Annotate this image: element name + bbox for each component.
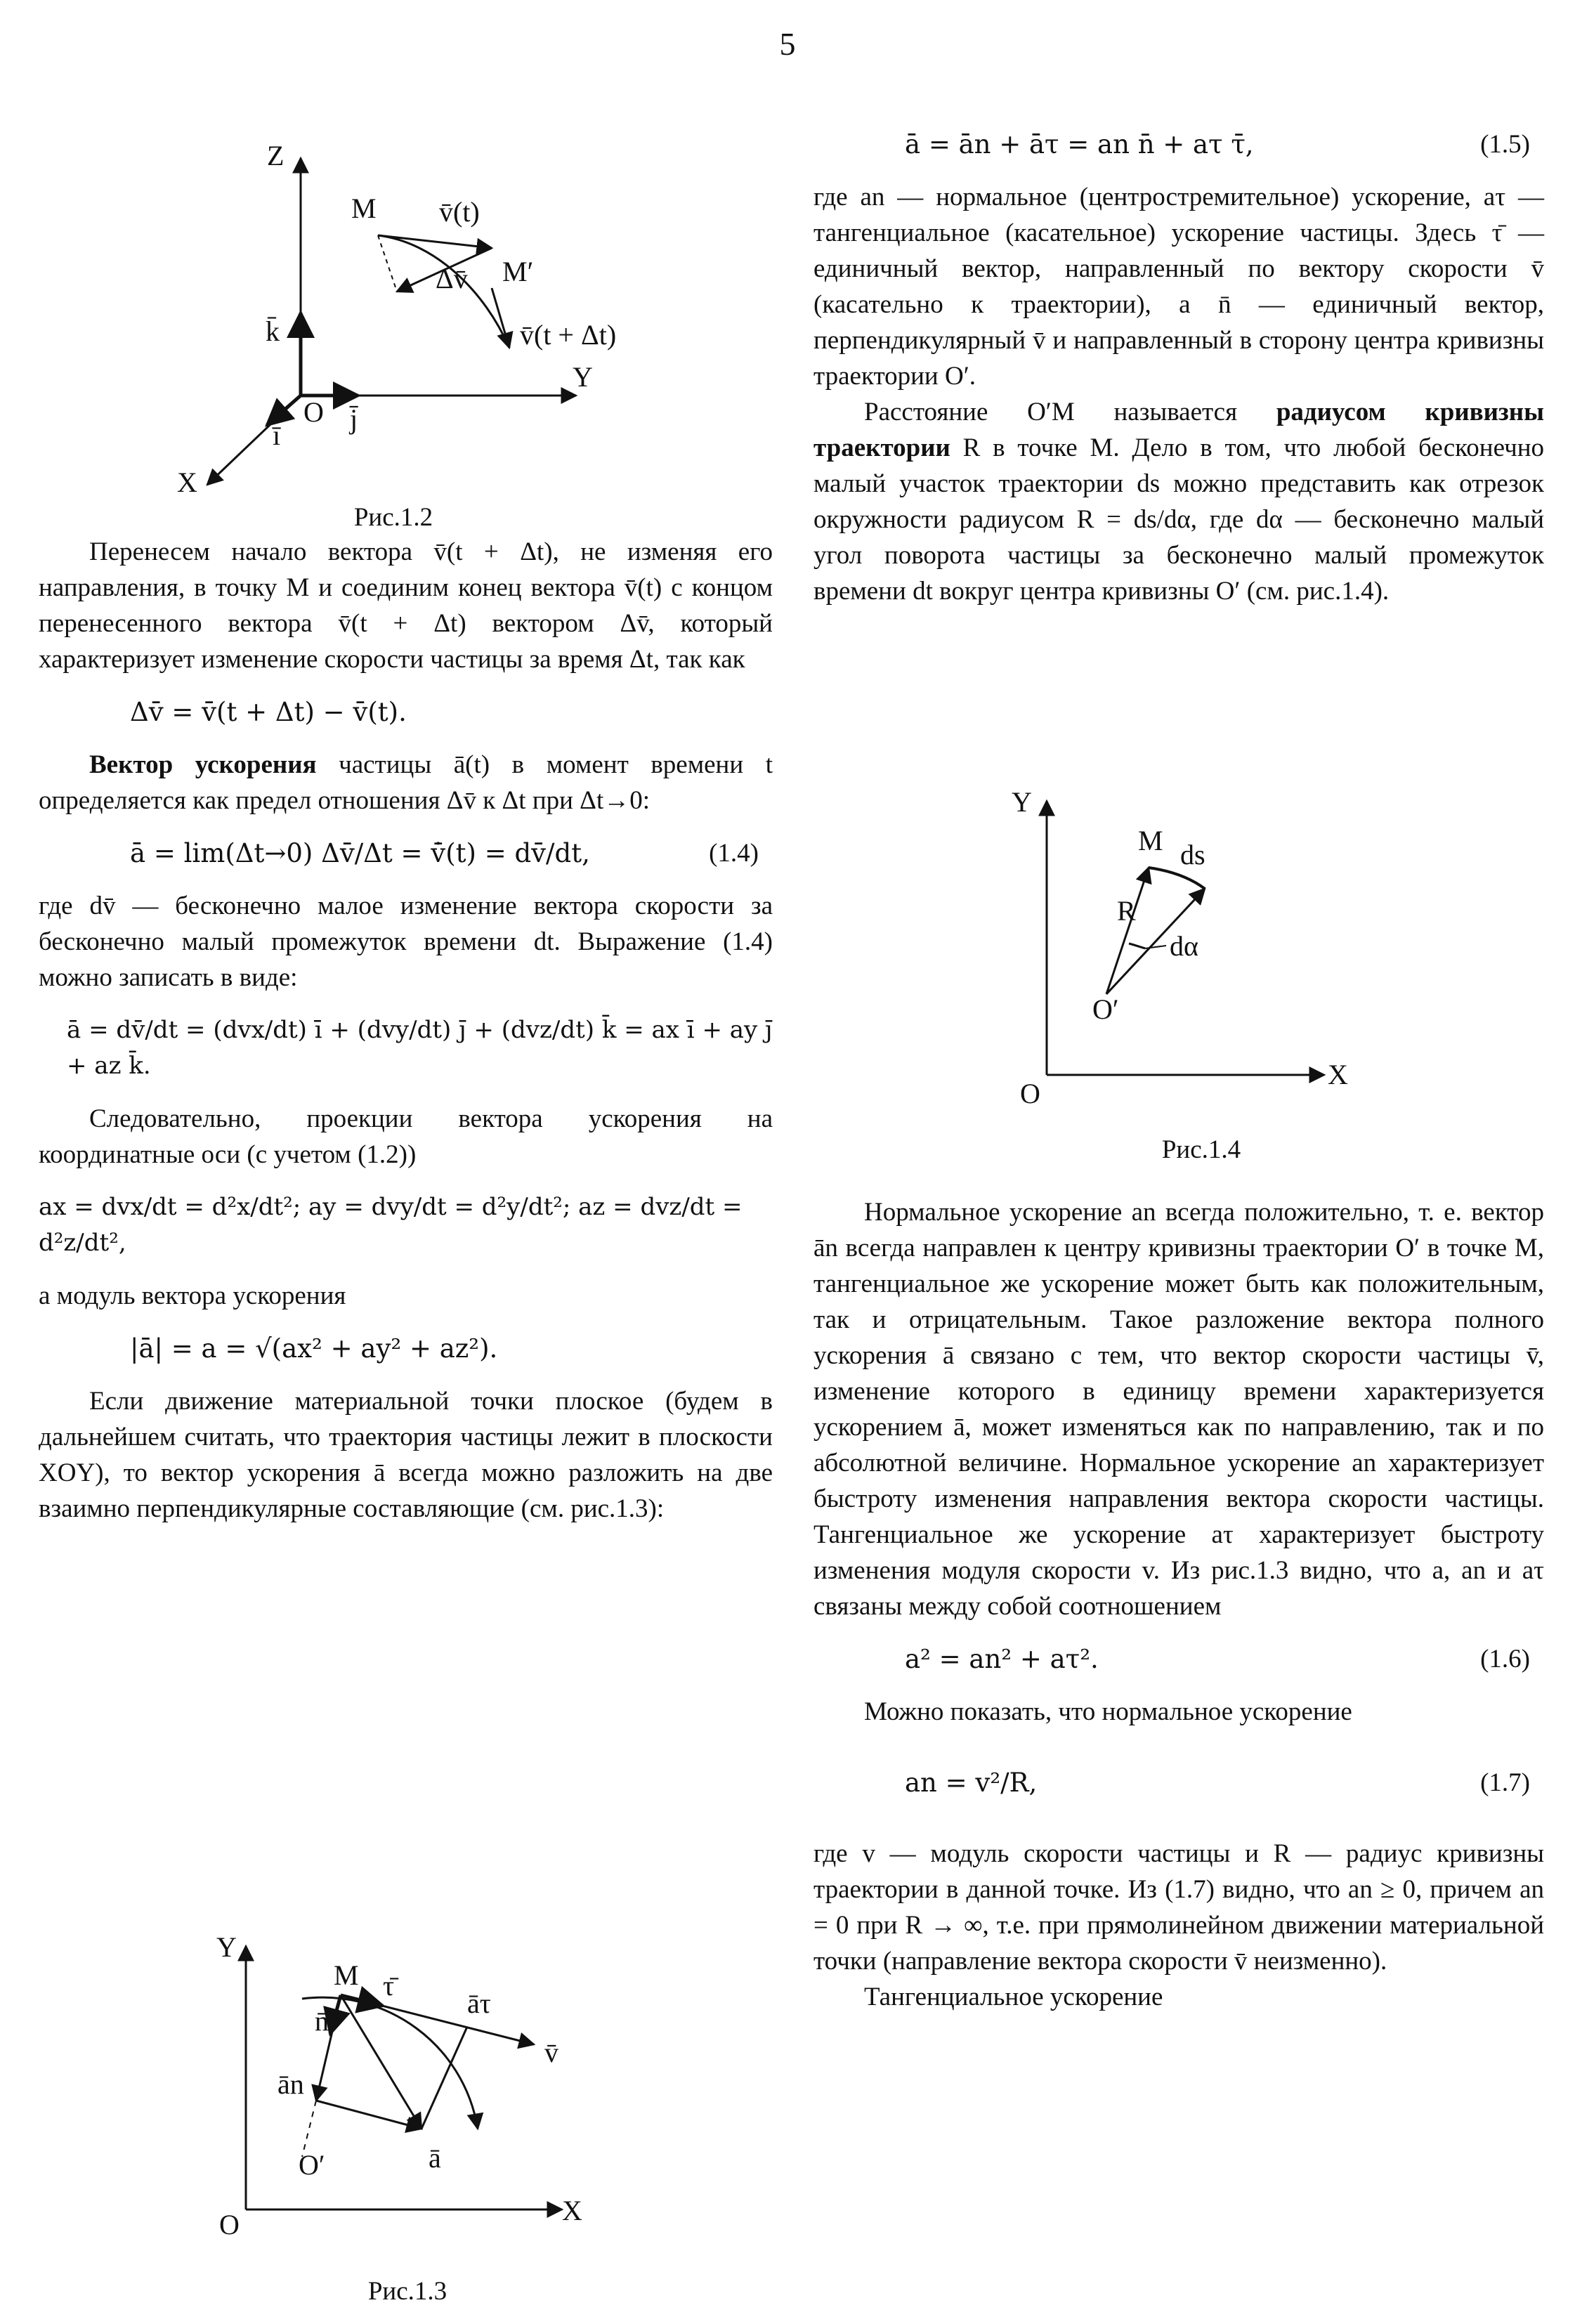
- origin-label: O: [303, 396, 324, 428]
- figure-1-2-caption: Рис.1.2: [353, 503, 433, 532]
- v-t-dt-label: v̄(t + Δt): [520, 319, 617, 351]
- axis-z-label: Z: [267, 140, 285, 171]
- axis-x-label: X: [1328, 1059, 1348, 1090]
- equation-modulus: |ā| = a = √(ax² + ay² + az²).: [130, 1333, 498, 1364]
- axis-y-label: Y: [573, 361, 593, 393]
- o-prime-label: O′: [1092, 993, 1119, 1025]
- axis-y-label: Y: [216, 1931, 237, 1963]
- a-label: ā: [429, 2142, 441, 2174]
- paragraph: Можно показать, что нормальное ускорение: [864, 1697, 1352, 1726]
- page-number: 5: [779, 26, 796, 62]
- equation-acceleration-components: ā = dv̄/dt = (dvx/dt) ī + (dvy/dt) j̄ + (dvz/dt) k̄ = ax ī + ay j̄ + az k̄.: [67, 1016, 773, 1080]
- axis-x-label: X: [562, 2195, 582, 2226]
- figure-1-3: [211, 1925, 604, 2240]
- figure-1-4: [1005, 780, 1398, 1109]
- unit-i-label: ī: [273, 419, 281, 451]
- paragraph: где dv̄ — бесконечно малое изменение вектора скорости за бесконечно малый промежуток времени dt. Выражение (1.4) можно записать в виде:: [39, 892, 773, 992]
- paragraph: где v — модуль скорости частицы и R — радиус кривизны траектории в данной точке. Из (1.7) видно, что an ≥ 0, причем an = 0 при R → ∞, т.е. при прямолинейном движении материальной точки (направление вектора скорости v̄ неизменно).: [813, 1839, 1544, 1976]
- equation-1-5: ā = ān + āτ = an n̄ + aτ τ̄, (1.5): [905, 129, 1530, 159]
- tau-label: τ̄: [383, 1970, 395, 2002]
- v-t-label: v̄(t): [439, 196, 480, 228]
- paragraph: где an — нормальное (центростремительное) ускорение, aτ — тангенциальное (касательное) ускорение частицы. Здесь τ̄ — единичный вектор, направленный по вектору скорости v̄ (касательно к траектории), а n̄ — единичный вектор, перпендикулярный v̄ и направленный в сторону центра кривизны траектории О′.: [813, 183, 1544, 391]
- d-alpha-label: dα: [1170, 930, 1198, 962]
- paragraph: Перенесем начало вектора v̄(t + Δt), не изменяя его направления, в точку М и соединим конец вектора v̄(t) с концом перенесенного вектора v̄(t + Δt) вектором Δv̄, который характеризует изменение скорости частицы за время Δt, так как: [39, 537, 773, 674]
- point-m-prime-label: M′: [502, 256, 534, 287]
- point-m-label: M: [334, 1959, 359, 1991]
- right-column: [813, 129, 1545, 609]
- unit-j-label: j̄: [350, 403, 358, 435]
- paragraph: Тангенциальное ускорение: [864, 1983, 1163, 2011]
- equation-delta-v: Δv̄ = v̄(t + Δt) − v̄(t).: [130, 697, 407, 727]
- paragraph: а модуль вектора ускорения: [39, 1281, 346, 1310]
- radius-label: R: [1117, 895, 1136, 927]
- paragraph: Расстояние О′М называется радиусом кривизны траектории R в точке М. Дело в том, что любой бесконечно малый участок траектории ds можно представить как отрезок окружности радиусом R = ds/dα, где dα — бесконечно малый угол поворота частицы за бесконечно малый промежуток времени dt вокруг центра кривизны О′ (см. рис.1.4).: [813, 398, 1545, 606]
- paragraph: Если движение материальной точки плоское (будем в дальнейшем считать, что траектория частицы лежит в плоскости XOY), то вектор ускорения ā всегда можно разложить на две взаимно перпендикулярные составляющие (см. рис.1.3):: [39, 1387, 773, 1523]
- origin-label: O: [219, 2209, 240, 2240]
- equation-1-7: an = v²/R, (1.7): [905, 1768, 1530, 1798]
- left-column: [39, 534, 773, 1527]
- v-label: v̄: [544, 2037, 558, 2068]
- paragraph: Вектор ускорения частицы ā(t) в момент времени t определяется как предел отношения Δv̄ к Δt при Δt→0:: [39, 750, 773, 815]
- axis-y-label: Y: [1012, 786, 1032, 818]
- point-m-label: M: [1138, 825, 1163, 856]
- figure-1-4-caption: Рис.1.4: [1161, 1135, 1241, 1164]
- ds-label: ds: [1180, 839, 1205, 870]
- paragraph: Следовательно, проекции вектора ускорения на координатные оси (с учетом (1.2)): [39, 1104, 773, 1169]
- a-n-label: ān: [277, 2068, 304, 2100]
- paragraph: Нормальное ускорение an всегда положительно, т. е. вектор ān всегда направлен к центру кривизны траектории О′ в точке М, тангенциальное же ускорение может быть как положительным, так и отрицательным. Такое разложение вектора полного ускорения ā связано с тем, что вектор скорости частицы v̄, изменение которого в единицу времени характеризуется ускорением ā, может изменяться как по направлению, так и по абсолютной величине. Нормальное ускорение an характеризует быстроту изменения направления вектора скорости частицы. Тангенциальное же ускорение aτ характеризует быстроту изменения модуля скорости v. Из рис.1.3 видно, что a, an и aτ связаны между собой соотношением: [813, 1198, 1544, 1621]
- n-label: n̄: [315, 2005, 329, 2037]
- figure-1-2: [155, 130, 646, 537]
- axis-x-label: X: [177, 466, 197, 498]
- o-prime-label: O′: [299, 2149, 325, 2181]
- equation-1-6: a² = an² + aτ². (1.6): [905, 1644, 1530, 1674]
- figure-1-3-caption: Рис.1.3: [367, 2277, 447, 2306]
- right-column-lower: [813, 1194, 1544, 2015]
- a-tau-label: āτ: [467, 1987, 491, 2019]
- delta-v-label: Δv̄: [436, 263, 468, 294]
- origin-label: O: [1020, 1078, 1040, 1109]
- point-m-label: M: [351, 192, 377, 224]
- unit-k-label: k̄: [266, 315, 280, 347]
- equation-1-4: ā = lim(Δt→0) Δv̄/Δt = v̄̇(t) = dv̄/dt, (1.4): [130, 838, 759, 868]
- equation-projections: ax = dvx/dt = d²x/dt²; ay = dvy/dt = d²y/dt²; az = dvz/dt = d²z/dt²,: [39, 1193, 743, 1257]
